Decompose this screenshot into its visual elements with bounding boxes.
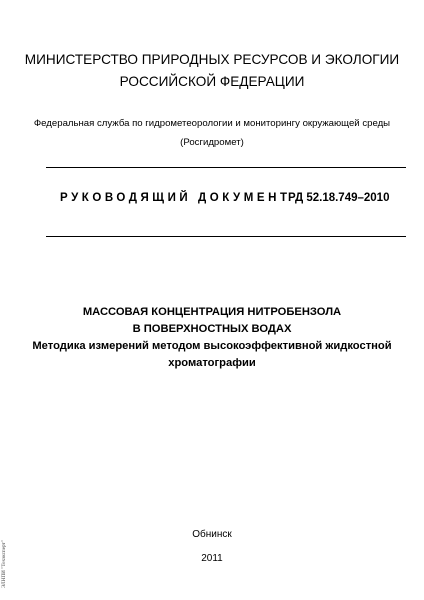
service-line-2: (Росгидромет): [180, 137, 244, 148]
title-line-1: МАССОВАЯ КОНЦЕНТРАЦИЯ НИТРОБЕНЗОЛА: [82, 306, 342, 318]
ministry-line-2: РОССИЙСКОЙ ФЕДЕРАЦИИ: [119, 74, 305, 89]
title-line-4: хроматографии: [168, 357, 256, 369]
publication-year: 2011: [201, 553, 223, 564]
document-type: РУКОВОДЯЩИЙ ДОКУМЕНТ: [60, 192, 291, 204]
title-line-3: Методика измерений методом высокоэффективной жидкостной: [32, 340, 392, 352]
title-line-2: В ПОВЕРХНОСТНЫХ ВОДАХ: [132, 323, 292, 335]
service-header: [0, 114, 424, 152]
publication-city: Обнинск: [192, 529, 232, 540]
service-line-1: Федеральная служба по гидрометеорологии и мониторингу окружающей среды: [33, 118, 391, 129]
bottom-divider: [46, 236, 406, 237]
document-number: РД 52.18.749–2010: [288, 192, 390, 204]
ministry-line-1: МИНИСТЕРСТВО ПРИРОДНЫХ РЕСУРСОВ И ЭКОЛОГИИ: [24, 52, 400, 67]
ministry-header: [0, 49, 424, 93]
side-watermark: ЭЛНПИ "Техэксперт": [1, 540, 7, 588]
top-divider: [46, 167, 406, 168]
document-title: [0, 304, 424, 372]
